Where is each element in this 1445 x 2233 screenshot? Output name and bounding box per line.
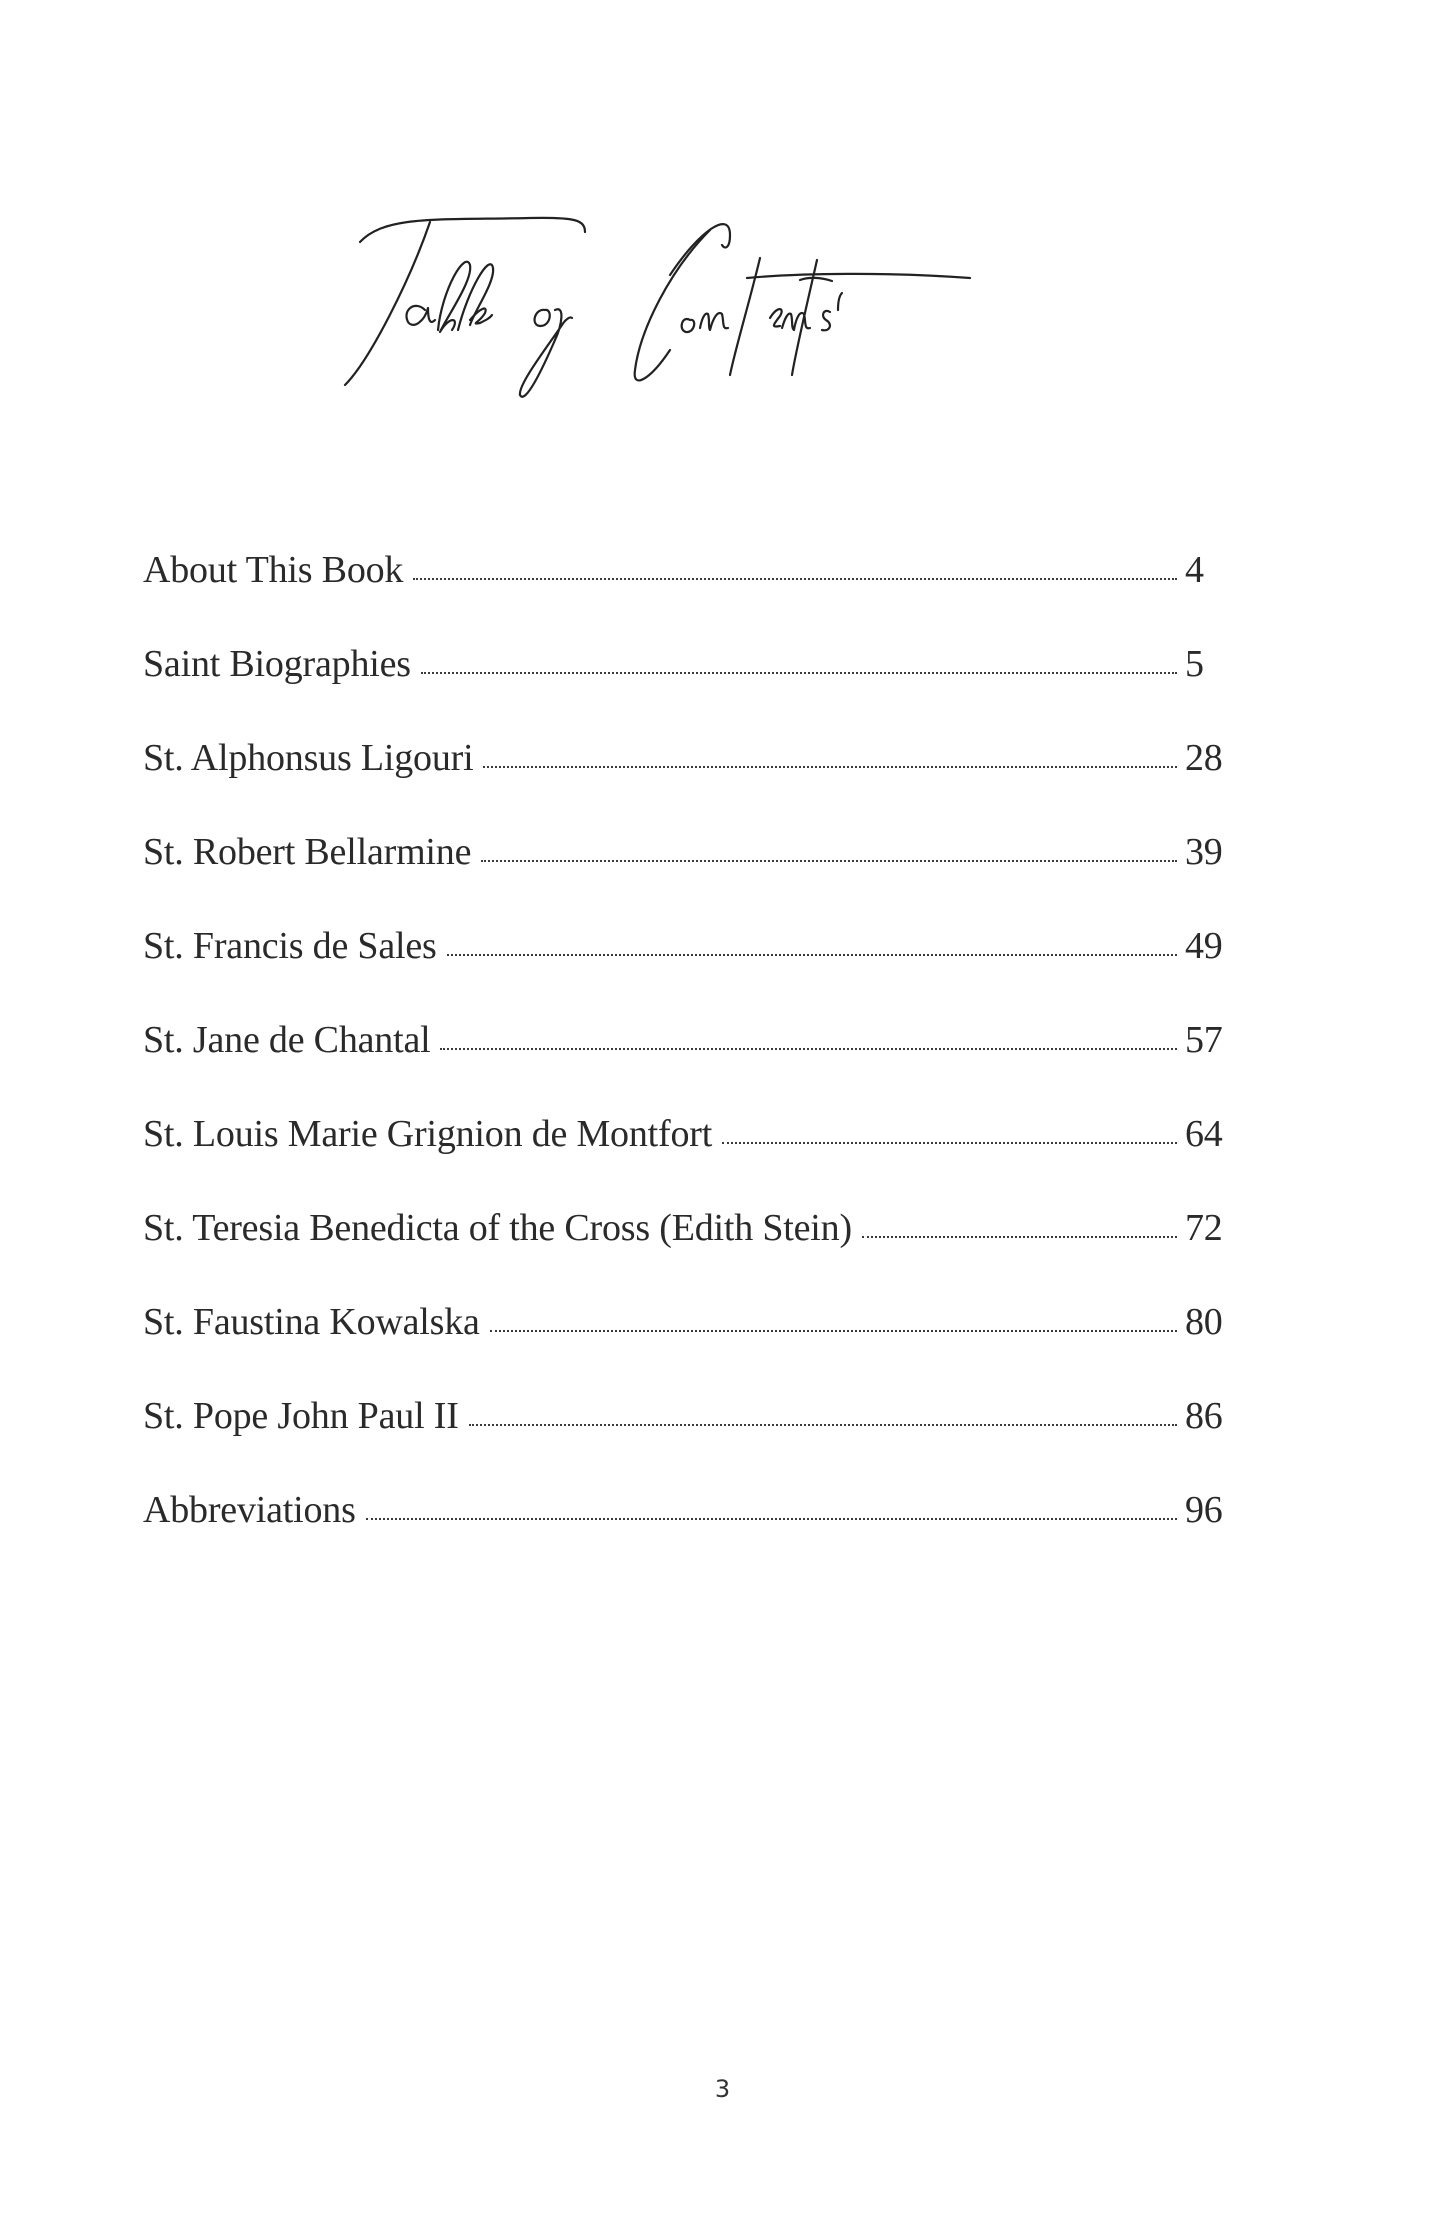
toc-entry-page: 5 [1185, 643, 1204, 685]
toc-entry-page: 4 [1185, 549, 1204, 591]
toc-entry-title: St. Francis de Sales [143, 925, 437, 967]
table-of-contents [143, 548, 1235, 1582]
toc-entry-title: St. Faustina Kowalska [143, 1301, 480, 1343]
toc-entry[interactable] [143, 548, 1235, 642]
toc-entry-page: 57 [1185, 1019, 1223, 1061]
dot-leader [440, 1048, 1177, 1050]
toc-entry[interactable] [143, 736, 1235, 830]
toc-entry-title: St. Robert Bellarmine [143, 831, 472, 873]
toc-entry-page: 96 [1185, 1489, 1223, 1531]
page-number: 3 [714, 2075, 731, 2103]
toc-entry-title: St. Teresia Benedicta of the Cross (Edith Stein) [143, 1207, 852, 1249]
toc-entry-page: 80 [1185, 1301, 1223, 1343]
toc-entry-page: 49 [1185, 925, 1223, 967]
toc-entry-title: Abbreviations [143, 1489, 356, 1531]
toc-entry[interactable] [143, 642, 1235, 736]
toc-entry-page: 64 [1185, 1113, 1223, 1155]
toc-entry-title: St. Jane de Chantal [143, 1019, 431, 1061]
dot-leader [413, 578, 1177, 580]
toc-entry[interactable] [143, 1300, 1235, 1394]
dot-leader [469, 1424, 1177, 1426]
dot-leader [490, 1330, 1177, 1332]
dot-leader [483, 766, 1177, 768]
dot-leader [862, 1236, 1177, 1238]
dot-leader [447, 954, 1177, 956]
dot-leader [421, 672, 1177, 674]
dot-leader [366, 1518, 1177, 1520]
dot-leader [481, 860, 1177, 862]
dot-leader [722, 1142, 1177, 1144]
toc-entry-title: St. Pope John Paul II [143, 1395, 459, 1437]
toc-entry[interactable] [143, 1394, 1235, 1488]
script-title-graphic [330, 190, 1190, 410]
page-title [330, 190, 1190, 410]
toc-entry-page: 28 [1185, 737, 1223, 779]
toc-entry-page: 39 [1185, 831, 1223, 873]
toc-entry[interactable] [143, 1018, 1235, 1112]
toc-entry[interactable] [143, 1112, 1235, 1206]
toc-entry-title: Saint Biographies [143, 643, 411, 685]
toc-entry[interactable] [143, 924, 1235, 1018]
toc-entry-title: About This Book [143, 549, 404, 591]
toc-entry[interactable] [143, 1488, 1235, 1582]
toc-entry-title: St. Alphonsus Ligouri [143, 737, 474, 779]
toc-entry-page: 86 [1185, 1395, 1223, 1437]
toc-entry-page: 72 [1185, 1207, 1223, 1249]
toc-entry[interactable] [143, 1206, 1235, 1300]
toc-entry-title: St. Louis Marie Grignion de Montfort [143, 1113, 713, 1155]
toc-entry[interactable] [143, 830, 1235, 924]
